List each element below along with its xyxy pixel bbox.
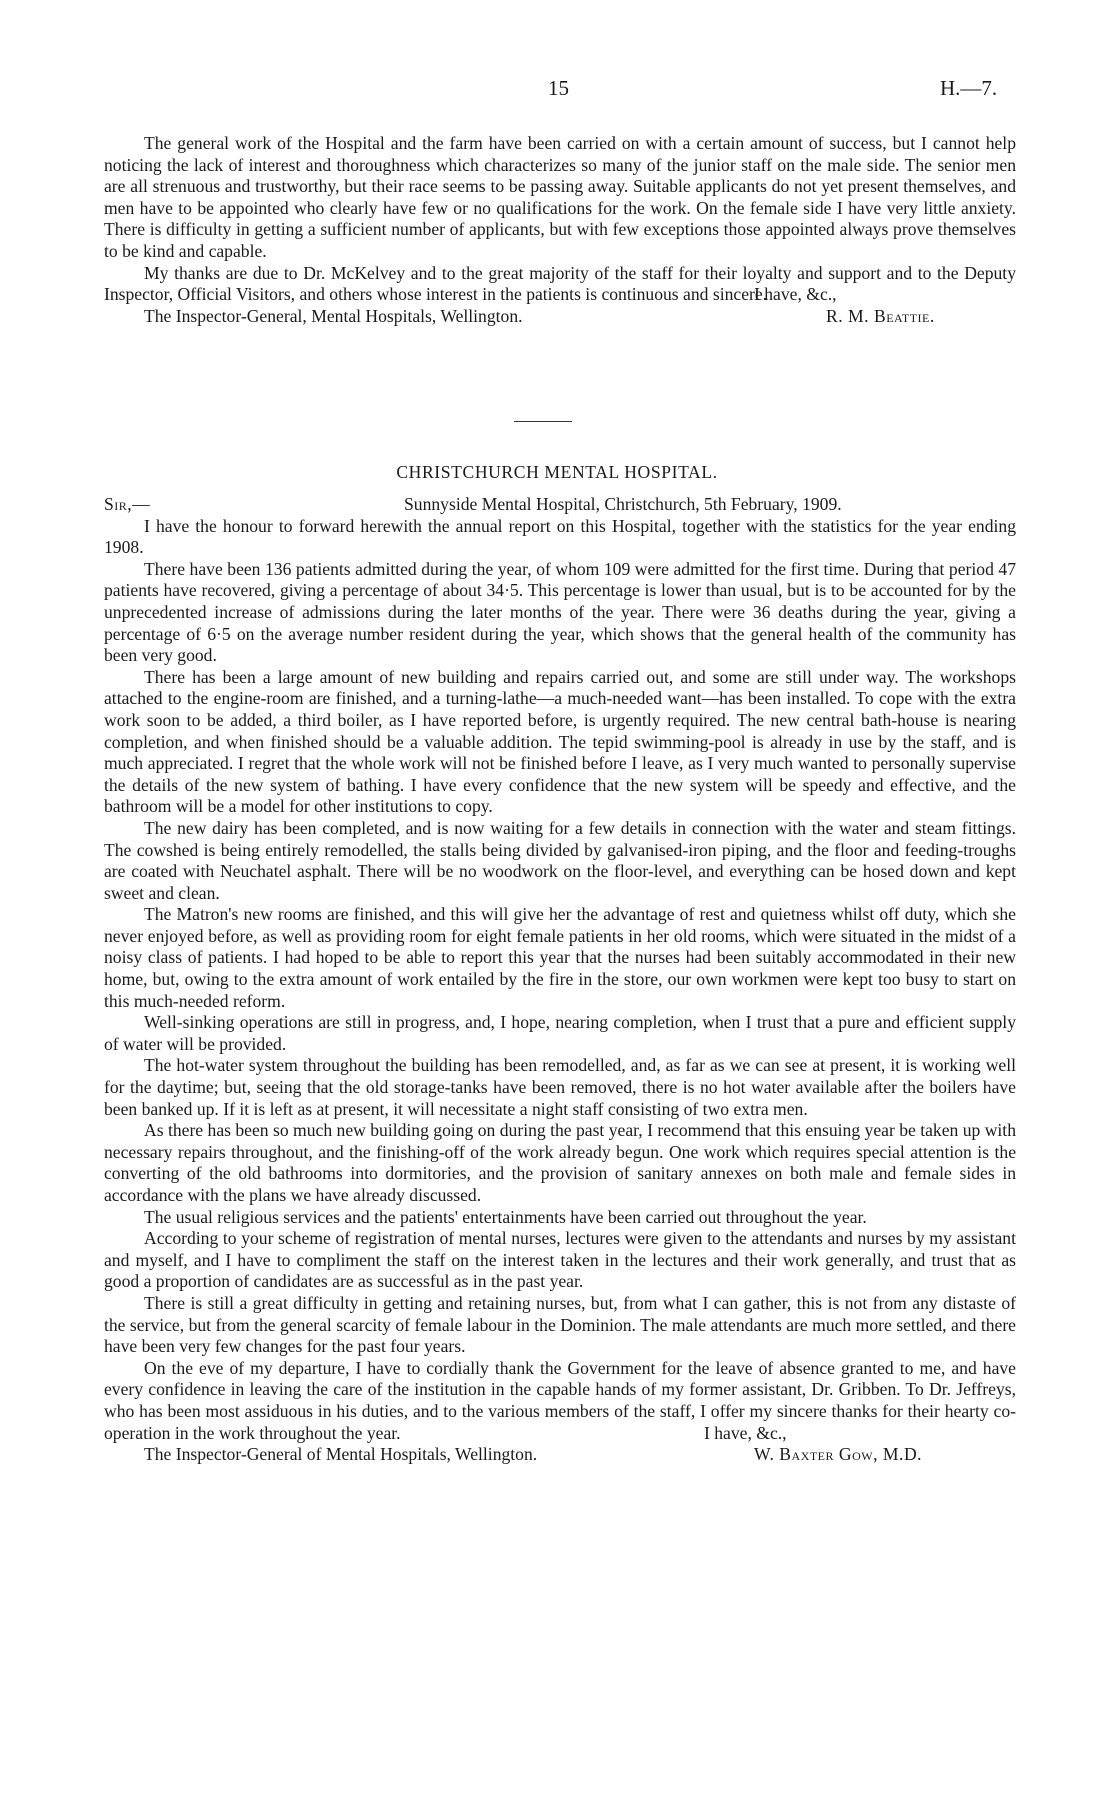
paragraph: As there has been so much new building going on during the past year, I recommend that this ensuing year be taken up with necessary repairs throughout, and the finishing-off of the work already begun. One work which requires special attention is the converting of the old bathrooms into dormitories, and the provision of sanitary annexes on both male and female sides in accordance with the plans we have already discussed. — [104, 1120, 1016, 1205]
paragraph: The usual religious services and the patients' entertainments have been carried out throughout the year. — [144, 1206, 867, 1227]
addressee: The Inspector-General, Mental Hospitals, Wellington. — [144, 305, 523, 326]
paragraph: There has been a large amount of new building and repairs carried out, and some are still under way. The workshops attached to the engine-room are finished, and a turning-lathe—a much-needed want—has been installed. To cope with the extra work soon to be added, a third boiler, as I have reported before, is urgently required. The new central bath-house is nearing completion, and when finished should be a valuable addition. The tepid swimming-pool is already in use by the staff, and is much appreciated. I regret that the whole work will not be finished before I leave, as I very much wanted to personally supervise the details of the new system of bathing. I have every confidence that the new system will be speedy and effective, and the bathroom will be a model for other institutions to copy. — [104, 666, 1016, 817]
salutation-row — [104, 494, 1016, 516]
salutation: Sir,— — [104, 494, 151, 514]
paragraph: The general work of the Hospital and the farm have been carried on with a certain amount of success, but I cannot help noticing the lack of interest and thoroughness which characterizes so many of the junior staff on the male side. The senior men are all strenuous and trustworthy, but their race seems to be passing away. Suitable applicants do not yet present themselves, and men have to be appointed who clearly have few or no qualifications for the work. On the female side I have very little anxiety. There is difficulty in getting a sufficient number of applicants, but with few exceptions those appointed always prove themselves to be kind and capable. — [104, 133, 1016, 261]
christchurch-report-section — [104, 494, 1016, 1466]
page-number: 15 — [548, 76, 569, 100]
dateline: Sunnyside Mental Hospital, Christchurch, 5th February, 1909. — [404, 494, 842, 514]
signature: W. Baxter Gow, M.D. — [754, 1444, 923, 1465]
paragraph: Well-sinking operations are still in progress, and, I hope, nearing completion, when I trust that a pure and efficient supply of water will be provided. — [104, 1012, 1016, 1054]
section-divider — [514, 421, 572, 422]
previous-report-section — [104, 133, 1016, 327]
closing-formula: I have, &c., — [754, 284, 837, 305]
signature: R. M. Beattie. — [826, 305, 935, 326]
paragraph: I have the honour to forward herewith the annual report on this Hospital, together with the statistics for the year ending 1908. — [104, 515, 1016, 558]
section-title: CHRISTCHURCH MENTAL HOSPITAL. — [396, 462, 718, 482]
paragraph: There is still a great difficulty in getting and retaining nurses, but, from what I can gather, this is not from any distaste of the service, but from the general scarcity of female labour in the Dominion. The male attendants are much more settled, and there have been very few changes for the past four years. — [104, 1292, 1016, 1357]
paragraph: On the eve of my departure, I have to cordially thank the Government for the leave of absence granted to me, and have every confidence in leaving the care of the institution in the capable hands of my former assistant, Dr. Gribben. To Dr. Jeffreys, who has been most assiduous in his duties, and to the various members of the staff, I offer my sincere thanks for their hearty co-operation in the work throughout the year. — [104, 1357, 1016, 1443]
addressee: The Inspector-General of Mental Hospitals, Wellington. — [144, 1444, 538, 1465]
paragraph: According to your scheme of registration of mental nurses, lectures were given to the attendants and nurses by my assistant and myself, and I have to compliment the staff on the interest taken in the lectures and their work generally, and trust that as good a proportion of candidates are as successful as in the past year. — [104, 1228, 1016, 1292]
closing-formula: I have, &c., — [704, 1422, 787, 1443]
paragraph: The hot-water system throughout the building has been remodelled, and, as far as we can see at present, it is working well for the daytime; but, seeing that the old storage-tanks have been removed, there is no hot water available after the boilers have been banked up. If it is left as at present, it will necessitate a night staff consisting of two extra men. — [104, 1055, 1016, 1119]
signature-row — [104, 306, 1016, 328]
signature-row — [104, 1444, 1016, 1466]
document-reference: H.—7. — [940, 76, 998, 100]
paragraph: There have been 136 patients admitted during the year, of whom 109 were admitted for the first time. During that period 47 patients have recovered, giving a percentage of about 34·5. This percentage is lower than usual, but is to be accounted for by the unprecedented increase of admissions during the later months of the year. There were 36 deaths during the year, giving a percentage of 6·5 on the average number resident during the year, which shows that the general health of the community has been very good. — [104, 558, 1016, 666]
closing-row — [104, 1423, 1016, 1445]
closing-row — [104, 284, 1016, 306]
paragraph: The Matron's new rooms are finished, and this will give her the advantage of rest and quietness whilst off duty, which she never enjoyed before, as well as providing room for eight female patients in her old rooms, which were situated in the midst of a noisy class of patients. I had hoped to be able to report this year that the nurses had been suitably accommodated in their new home, but, owing to the extra amount of work entailed by the fire in the store, our own workmen were kept too busy to start on this much-needed reform. — [104, 904, 1016, 1011]
paragraph: The new dairy has been completed, and is now waiting for a few details in connection with the water and steam fittings. The cowshed is being entirely remodelled, the stalls being divided by galvanised-iron piping, and the floor and feeding-troughs are coated with Neuchatel asphalt. There will be no woodwork on the floor-level, and everything can be hosed down and kept sweet and clean. — [104, 817, 1016, 903]
paragraph: My thanks are due to Dr. McKelvey and to the great majority of the staff for their loyalty and support and to the Deputy Inspector, Official Visitors, and others whose interest in the patients is continuous and sincere. — [104, 262, 1016, 305]
